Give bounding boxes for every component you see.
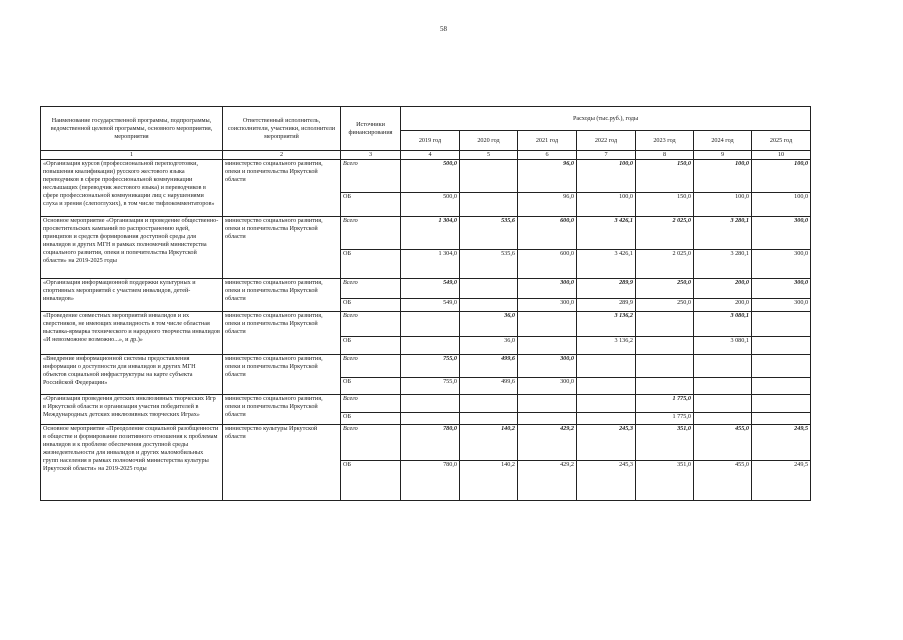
column-number: 1 (41, 151, 223, 160)
column-number: 3 (341, 151, 401, 160)
table-row (41, 355, 811, 378)
column-number: 10 (752, 151, 811, 160)
activity-name: «Внедрение информационной системы предоставления информации о доступности для инвалидов и других МГН объектов социальной инфраструктуры на карте субъекта Российской Федерации» (41, 355, 223, 395)
total-value: 300,0 (752, 279, 811, 299)
column-number: 7 (577, 151, 636, 160)
ob-value (694, 378, 752, 395)
total-value (460, 160, 518, 193)
source-total-label: Всего (341, 425, 401, 461)
ob-value: 300,0 (752, 299, 811, 312)
ob-value: 755,0 (401, 378, 460, 395)
total-value: 755,0 (401, 355, 460, 378)
total-value (460, 395, 518, 413)
source-ob-label: ОБ (341, 461, 401, 501)
executor: министерство социального развития, опеки и попечительства Иркутской области (223, 217, 341, 279)
total-value (752, 312, 811, 337)
executor: министерство культуры Иркутской области (223, 425, 341, 501)
ob-value (752, 337, 811, 355)
ob-value: 100,0 (694, 193, 752, 217)
total-value: 455,0 (694, 425, 752, 461)
total-value (518, 312, 577, 337)
column-number: 5 (460, 151, 518, 160)
ob-value: 200,0 (694, 299, 752, 312)
total-value (636, 312, 694, 337)
ob-value: 3 280,1 (694, 250, 752, 279)
year-header: 2022 год (577, 131, 636, 151)
ob-value (460, 193, 518, 217)
total-value: 100,0 (694, 160, 752, 193)
activity-name: Основное мероприятие «Преодоление социальной разобщенности в обществе и формирование позитивного отношения к проблемам инвалидов и к проблеме обеспечения доступной среды жизнедеятельности для инвалидов и других маломобильных групп населения в рамках полномочий министерства культуры Иркутской области» на 2019-2025 годы (41, 425, 223, 501)
total-value: 535,6 (460, 217, 518, 250)
column-number: 4 (401, 151, 460, 160)
total-value: 150,0 (636, 160, 694, 193)
executor: министерство социального развития, опеки и попечительства Иркутской области (223, 160, 341, 217)
executor: министерство социального развития, опеки и попечительства Иркутской области (223, 312, 341, 355)
total-value: 3 080,1 (694, 312, 752, 337)
source-total-label: Всего (341, 312, 401, 337)
total-value: 351,0 (636, 425, 694, 461)
total-value (577, 395, 636, 413)
header-expenses: Расходы (тыс.руб.), годы (401, 107, 811, 131)
ob-value: 100,0 (752, 193, 811, 217)
total-value: 600,0 (518, 217, 577, 250)
ob-value: 455,0 (694, 461, 752, 501)
total-value: 300,0 (752, 217, 811, 250)
total-value: 200,0 (694, 279, 752, 299)
ob-value: 3 080,1 (694, 337, 752, 355)
ob-value: 1 304,0 (401, 250, 460, 279)
ob-value (577, 378, 636, 395)
total-value (752, 355, 811, 378)
ob-value (460, 413, 518, 425)
ob-value: 1 775,0 (636, 413, 694, 425)
source-total-label: Всего (341, 355, 401, 378)
header-executor: Ответственный исполнитель, соисполнители, участники, исполнители мероприятий (223, 107, 341, 151)
total-value: 245,3 (577, 425, 636, 461)
total-value: 499,6 (460, 355, 518, 378)
activity-name: Основное мероприятие «Организация и проведение общественно-просветительских кампаний по распространению идей, принципов и средств формирования доступной среды для инвалидов и других МГН в рамках полномочий министерства социального развития, опеки и попечительства Иркутской области» на 2019-2025 годы (41, 217, 223, 279)
ob-value (518, 413, 577, 425)
header-name: Наименование государственной программы, подпрограммы, ведомственной целевой программы, основного мероприятия, мероприятия (41, 107, 223, 151)
source-total-label: Всего (341, 279, 401, 299)
budget-table (40, 106, 811, 501)
total-value: 780,0 (401, 425, 460, 461)
ob-value: 351,0 (636, 461, 694, 501)
source-total-label: Всего (341, 217, 401, 250)
total-value (401, 312, 460, 337)
ob-value: 2 025,0 (636, 250, 694, 279)
ob-value: 300,0 (518, 378, 577, 395)
ob-value: 250,0 (636, 299, 694, 312)
ob-value: 96,0 (518, 193, 577, 217)
ob-value: 780,0 (401, 461, 460, 501)
total-value: 3 280,1 (694, 217, 752, 250)
ob-value: 100,0 (577, 193, 636, 217)
ob-value (577, 413, 636, 425)
ob-value: 289,9 (577, 299, 636, 312)
column-number: 8 (636, 151, 694, 160)
ob-value (752, 413, 811, 425)
total-value: 289,9 (577, 279, 636, 299)
total-value: 100,0 (577, 160, 636, 193)
year-header: 2024 год (694, 131, 752, 151)
source-ob-label: ОБ (341, 193, 401, 217)
ob-value (460, 299, 518, 312)
ob-value: 300,0 (752, 250, 811, 279)
year-header: 2019 год (401, 131, 460, 151)
year-header: 2025 год (752, 131, 811, 151)
ob-value: 600,0 (518, 250, 577, 279)
table-row (41, 217, 811, 250)
ob-value: 549,0 (401, 299, 460, 312)
total-value (401, 395, 460, 413)
year-header: 2023 год (636, 131, 694, 151)
total-value: 96,0 (518, 160, 577, 193)
ob-value: 36,0 (460, 337, 518, 355)
ob-value (401, 413, 460, 425)
total-value: 300,0 (518, 355, 577, 378)
activity-name: «Организация курсов (профессиональной переподготовки, повышения квалификации) русского жестового языка переводчиков в сфере профессиональной коммуникации неслышащих (переводчик жестового языка) и переводчиков в сфере профессиональной коммуникации лиц с нарушениями слуха и зрения (слепоглухих), в том числе тифлокомментаторов» (41, 160, 223, 217)
page-number: 58 (440, 25, 447, 33)
ob-value: 3 136,2 (577, 337, 636, 355)
source-total-label: Всего (341, 395, 401, 413)
year-header: 2021 год (518, 131, 577, 151)
ob-value: 3 426,1 (577, 250, 636, 279)
total-value (577, 355, 636, 378)
total-value: 3 426,1 (577, 217, 636, 250)
source-ob-label: ОБ (341, 413, 401, 425)
activity-name: «Проведение совместных мероприятий инвалидов и их сверстников, не имеющих инвалидность в том числе областная выставка-ярмарка технического и народного творчества инвалидов «И невозможное возможно...», и др.)» (41, 312, 223, 355)
source-ob-label: ОБ (341, 378, 401, 395)
total-value (752, 395, 811, 413)
year-header: 2020 год (460, 131, 518, 151)
total-value (694, 395, 752, 413)
total-value: 500,0 (401, 160, 460, 193)
source-ob-label: ОБ (341, 299, 401, 312)
ob-value (694, 413, 752, 425)
total-value: 100,0 (752, 160, 811, 193)
activity-name: «Организация информационной поддержки культурных и спортивных мероприятий с участием инвалидов, детей-инвалидов» (41, 279, 223, 312)
ob-value: 245,3 (577, 461, 636, 501)
ob-value: 500,0 (401, 193, 460, 217)
column-numbers-row (41, 151, 811, 160)
table-row (41, 425, 811, 461)
total-value: 3 136,2 (577, 312, 636, 337)
activity-name: «Организация проведения детских инклюзивных творческих Игр в Иркутской области и организация участия победителей в Международных детских инклюзивных творческих Играх» (41, 395, 223, 425)
total-value: 1 304,0 (401, 217, 460, 250)
executor: министерство социального развития, опеки и попечительства Иркутской области (223, 279, 341, 312)
total-value (636, 355, 694, 378)
source-total-label: Всего (341, 160, 401, 193)
table-row (41, 160, 811, 193)
source-ob-label: ОБ (341, 250, 401, 279)
table-row (41, 312, 811, 337)
ob-value: 150,0 (636, 193, 694, 217)
total-value: 249,5 (752, 425, 811, 461)
column-number: 2 (223, 151, 341, 160)
executor: министерство социального развития, опеки и попечительства Иркутской области (223, 355, 341, 395)
ob-value: 140,2 (460, 461, 518, 501)
ob-value (518, 337, 577, 355)
table-row (41, 279, 811, 299)
total-value: 140,2 (460, 425, 518, 461)
total-value: 250,0 (636, 279, 694, 299)
total-value: 429,2 (518, 425, 577, 461)
total-value (694, 355, 752, 378)
ob-value: 429,2 (518, 461, 577, 501)
ob-value: 499,6 (460, 378, 518, 395)
executor: министерство социального развития, опеки и попечительства Иркутской области (223, 395, 341, 425)
ob-value (401, 337, 460, 355)
ob-value: 249,5 (752, 461, 811, 501)
header-source: Источники финансирования (341, 107, 401, 151)
total-value: 2 025,0 (636, 217, 694, 250)
ob-value: 535,6 (460, 250, 518, 279)
total-value (518, 395, 577, 413)
column-number: 6 (518, 151, 577, 160)
total-value (460, 279, 518, 299)
ob-value (636, 337, 694, 355)
table-row (41, 395, 811, 413)
total-value: 300,0 (518, 279, 577, 299)
total-value: 36,0 (460, 312, 518, 337)
column-number: 9 (694, 151, 752, 160)
ob-value (636, 378, 694, 395)
total-value: 549,0 (401, 279, 460, 299)
ob-value (752, 378, 811, 395)
ob-value: 300,0 (518, 299, 577, 312)
total-value: 1 775,0 (636, 395, 694, 413)
source-ob-label: ОБ (341, 337, 401, 355)
